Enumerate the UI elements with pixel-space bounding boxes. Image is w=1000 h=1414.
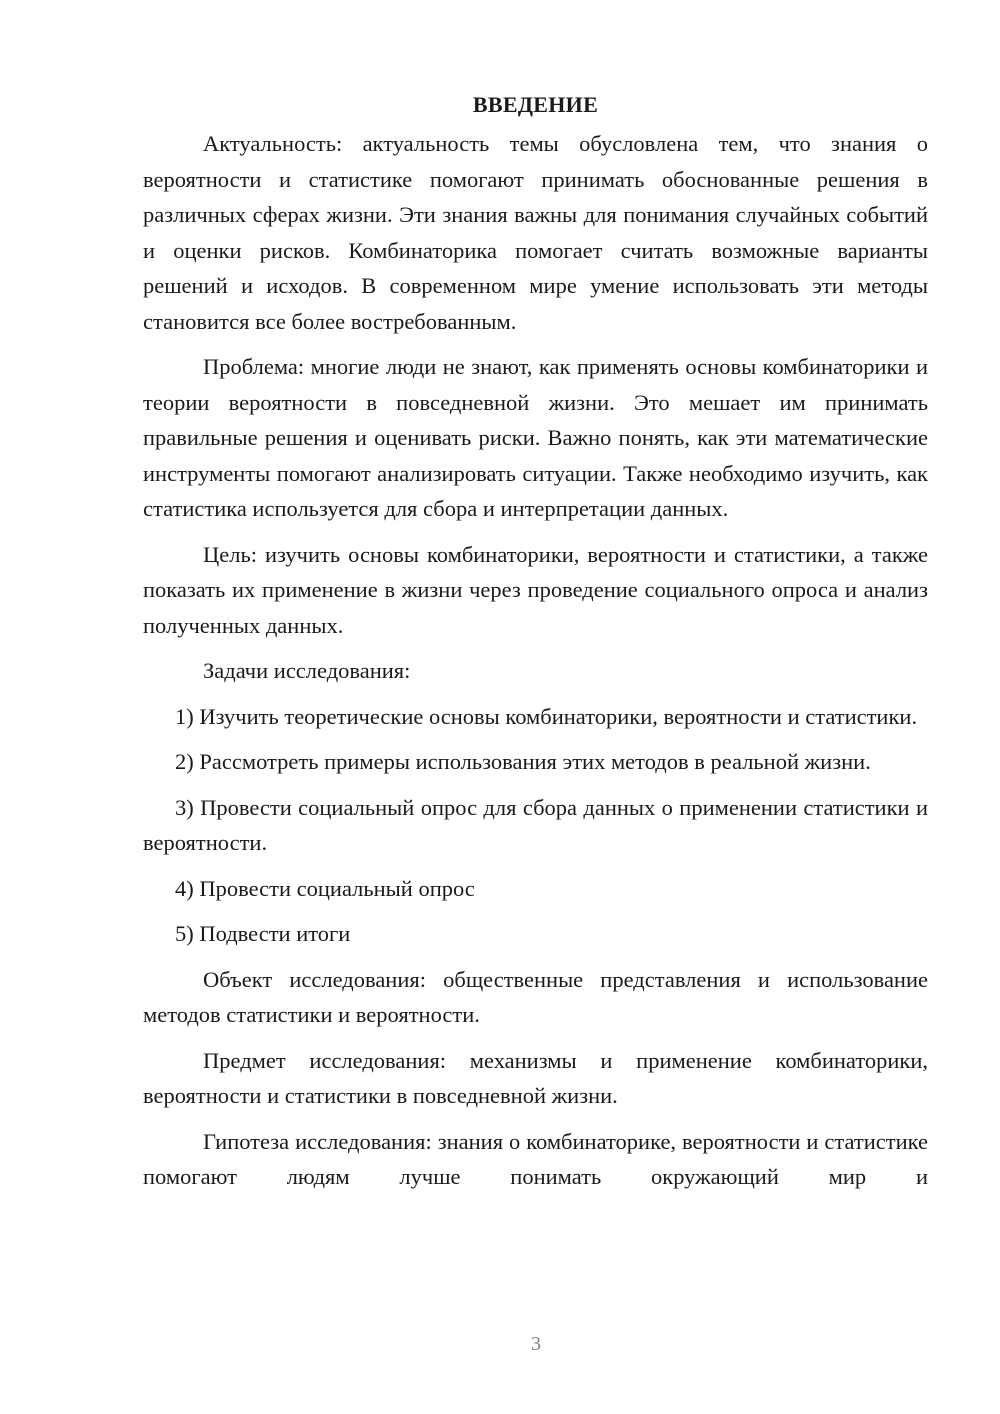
hypothesis-paragraph: Гипотеза исследования: знания о комбинаторике, вероятности и статистике помогают людям лучше понимать окружающий мир и <box>143 1128 928 1189</box>
goal-paragraph: Цель: изучить основы комбинаторики, вероятности и статистики, а также показать их применение в жизни через проведение социального опроса и анализ полученных данных. <box>143 541 928 638</box>
task-item-3: 3) Провести социальный опрос для сбора данных о применении статистики и вероятности. <box>143 794 928 855</box>
page-number: 3 <box>531 1333 541 1355</box>
object-paragraph: Объект исследования: общественные представления и использование методов статистики и вероятности. <box>143 966 928 1027</box>
section-title: ВВЕДЕНИЕ <box>472 92 599 117</box>
relevance-paragraph: Актуальность: актуальность темы обусловлена тем, что знания о вероятности и статистике помогают принимать обоснованные решения в различных сферах жизни. Эти знания важны для понимания случайных событий и оценки рисков. Комбинаторика помогает считать возможные варианты решений и исходов. В современном мире умение использовать эти методы становится все более востребованным. <box>143 131 928 334</box>
problem-paragraph: Проблема: многие люди не знают, как применять основы комбинаторики и теории вероятности в повседневной жизни. Это мешает им принимать правильные решения и оценивать риски. Важно понять, как эти математические инструменты помогают анализировать ситуации. Также необходимо изучить, как статистика используется для сбора и интерпретации данных. <box>143 354 928 521</box>
task-item-4: 4) Провести социальный опрос <box>175 875 475 901</box>
task-item-5: 5) Подвести итоги <box>175 921 351 946</box>
task-item-1: 1) Изучить теоретические основы комбинаторики, вероятности и статистики. <box>175 703 918 729</box>
document-page <box>143 90 928 1205</box>
task-item-2: 2) Рассмотреть примеры использования этих методов в реальной жизни. <box>175 749 871 774</box>
tasks-heading: Задачи исследования: <box>203 658 411 683</box>
subject-paragraph: Предмет исследования: механизмы и применение комбинаторики, вероятности и статистики в повседневной жизни. <box>143 1047 928 1108</box>
